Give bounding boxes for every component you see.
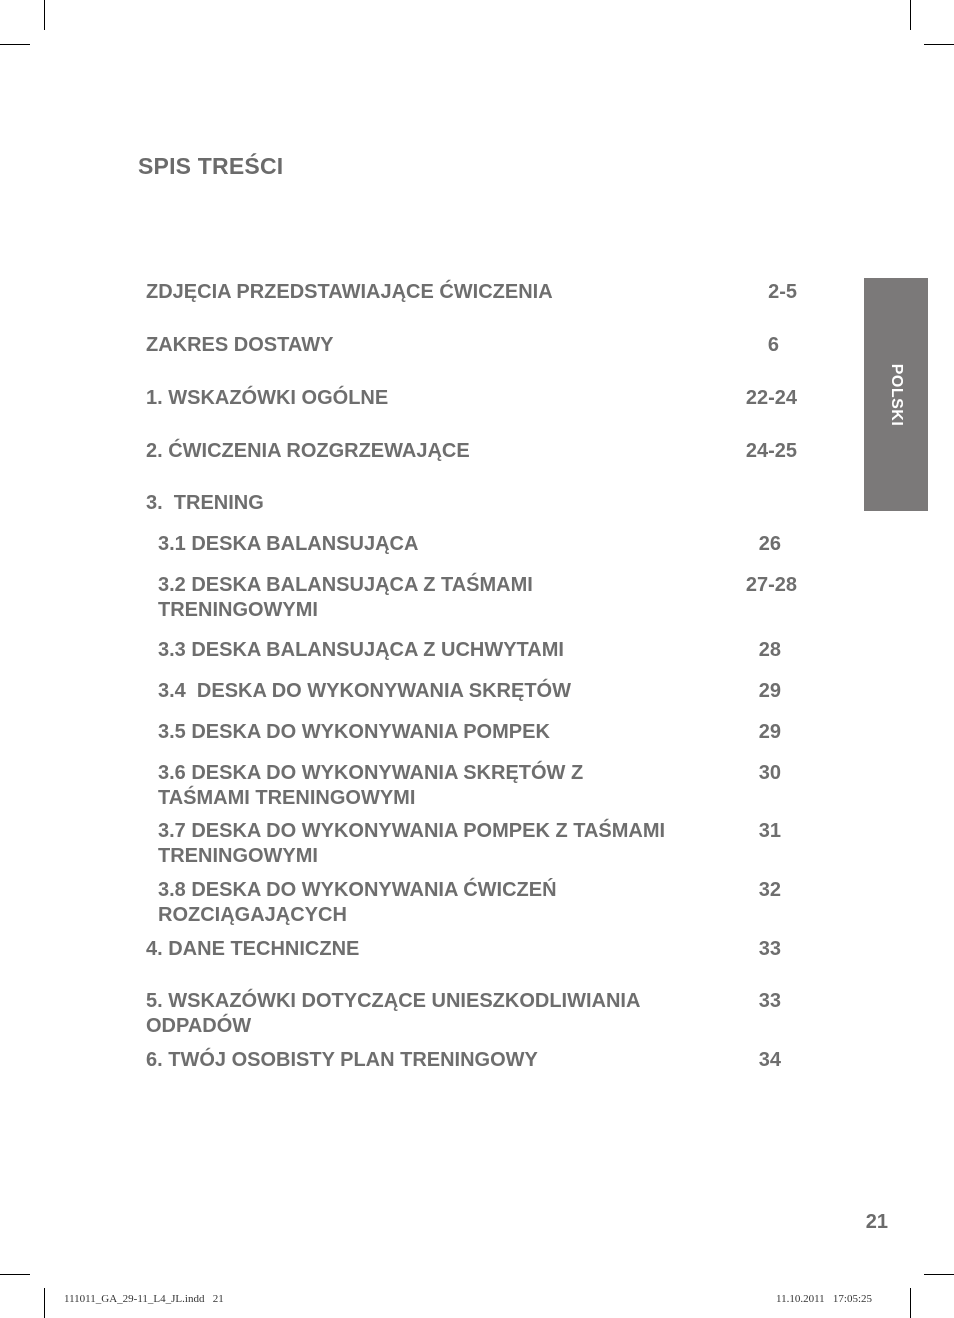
toc-label: 4. DANE TECHNICZNE (146, 938, 360, 960)
toc-label: 3.1 DESKA BALANSUJĄCA (158, 533, 419, 555)
toc-label: 1. WSKAZÓWKI OGÓLNE (146, 387, 389, 409)
toc-label: 3.8 DESKA DO WYKONYWANIA ĆWICZEŃ ROZCIĄGAJĄCYCH (158, 879, 557, 926)
toc-page: 33 (758, 938, 781, 960)
toc-label: 3.2 DESKA BALANSUJĄCA Z TAŚMAMI TRENINGOWYMI (158, 574, 533, 621)
toc-page: 30 (758, 762, 781, 784)
toc-label: 3.5 DESKA DO WYKONYWANIA POMPEK (158, 721, 550, 743)
toc-page: 29 (758, 721, 781, 743)
toc-page: 26 (758, 533, 781, 555)
toc-label: 3.4 DESKA DO WYKONYWANIA SKRĘTÓW (158, 680, 571, 702)
toc-label: 3.3 DESKA BALANSUJĄCA Z UCHWYTAMI (158, 639, 564, 661)
toc-label: 5. WSKAZÓWKI DOTYCZĄCE UNIESZKODLIWIANIA ODPADÓW (146, 990, 640, 1037)
slug-right: 11.10.2011 17:05:25 (776, 1293, 873, 1305)
toc-page: 27-28 (745, 574, 797, 596)
page-number: 21 (865, 1211, 888, 1233)
toc-page: 22-24 (745, 387, 797, 409)
toc-page: 31 (758, 820, 781, 842)
toc-page: 32 (758, 879, 781, 901)
toc-page: 6 (767, 334, 779, 356)
toc-page: 29 (758, 680, 781, 702)
toc-page: 2-5 (768, 281, 797, 303)
toc-page: 34 (758, 1049, 781, 1071)
toc-page: 33 (758, 990, 781, 1012)
toc-page: 28 (758, 639, 781, 661)
slug-left: 111011_GA_29-11_L4_JL.indd 21 (64, 1293, 224, 1305)
toc-label: 3.6 DESKA DO WYKONYWANIA SKRĘTÓW Z TAŚMAMI TRENINGOWYMI (158, 762, 584, 809)
toc-label: 2. ĆWICZENIA ROZGRZEWAJĄCE (146, 440, 470, 462)
language-tab (864, 278, 928, 511)
toc-label: 6. TWÓJ OSOBISTY PLAN TRENINGOWY (146, 1049, 538, 1071)
toc-label: ZAKRES DOSTAWY (146, 334, 334, 356)
toc-label: 3.7 DESKA DO WYKONYWANIA POMPEK Z TAŚMAMI TRENINGOWYMI (158, 820, 666, 867)
toc-page: 24-25 (745, 440, 797, 462)
language-tab-label: POLSKI (888, 363, 905, 426)
page-title: SPIS TREŚCI (138, 153, 284, 179)
toc-label: ZDJĘCIA PRZEDSTAWIAJĄCE ĆWICZENIA (146, 281, 553, 303)
toc-label: 3. TRENING (146, 492, 264, 514)
